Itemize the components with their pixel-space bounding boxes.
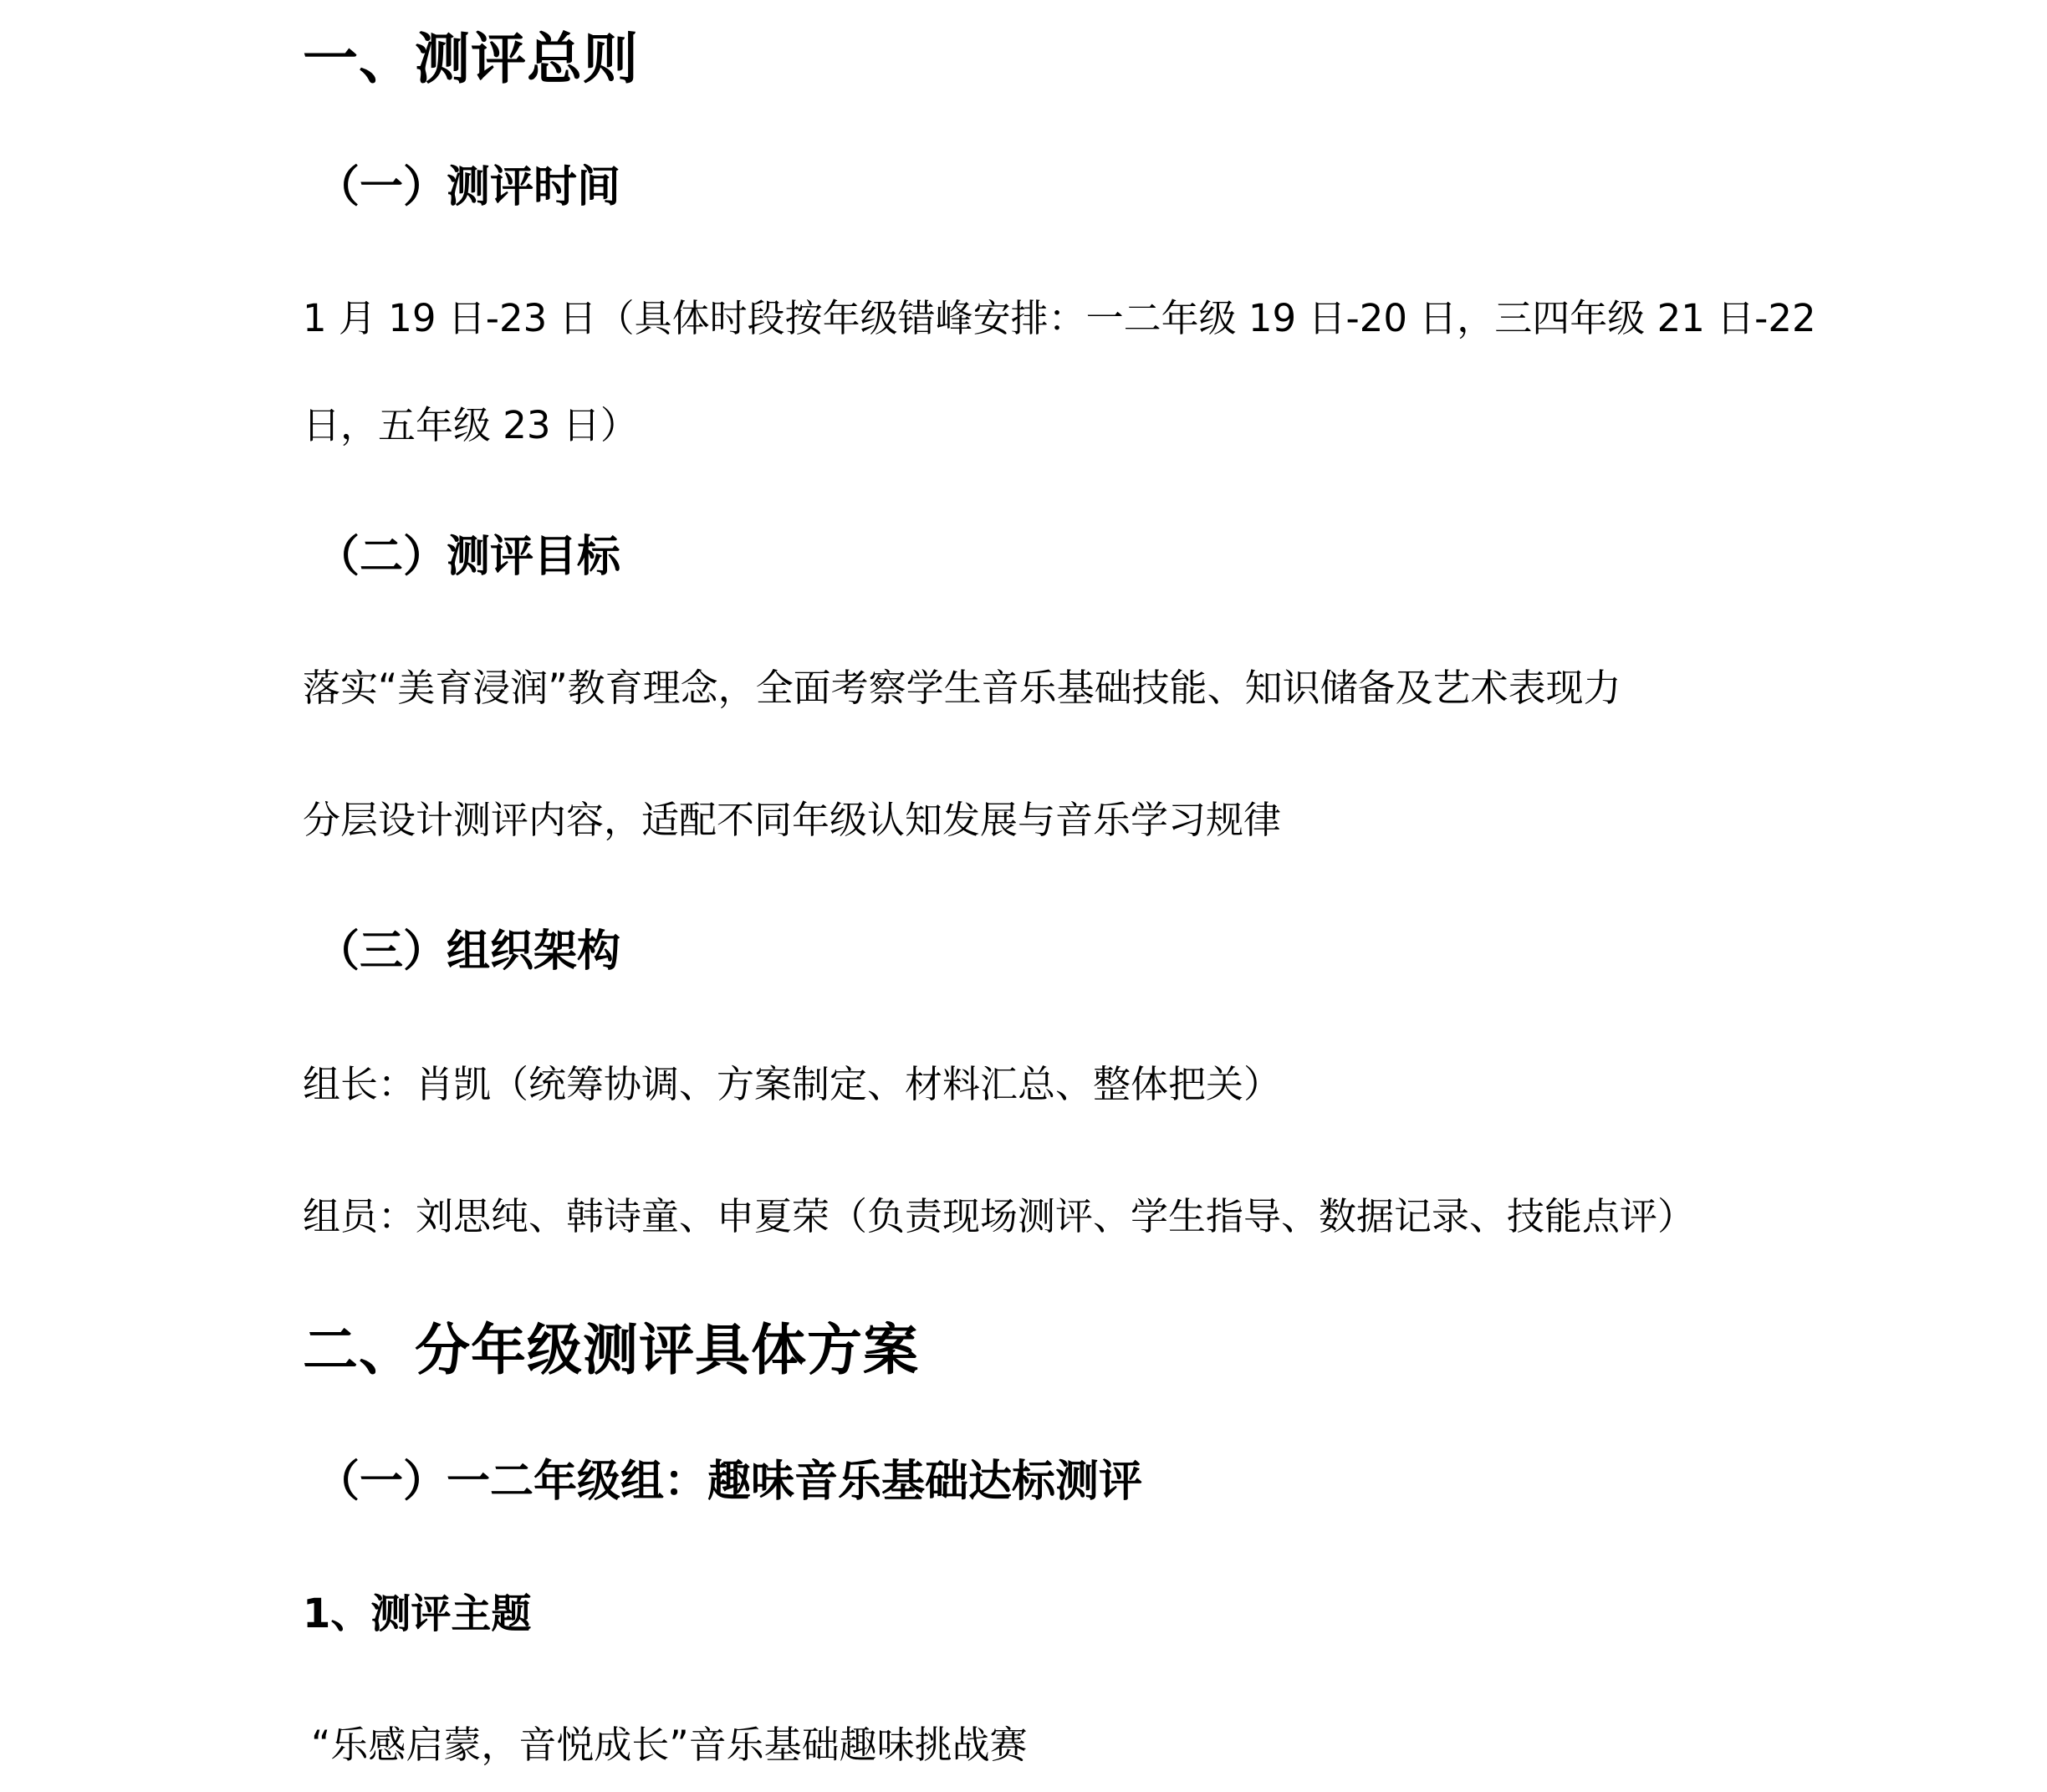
subsection-heading-organization: （三）组织架构 (316, 927, 621, 977)
paragraph-leader: 组长：肖凯（统筹协调、方案制定、材料汇总、整体把关） (303, 1062, 1282, 1106)
paragraph-goal-line-1: 落实“美育浸润”教育理念，全面考察学生音乐基础技能、知识储备及艺术表现力 (303, 666, 1621, 710)
paragraph-members: 组员：刘思纯、韩诗童、申夏荣（负责现场测评、学生指导、数据记录、技能点评） (303, 1194, 1696, 1238)
paragraph-time-line-1: 1 月 19 日-23 日（具体时段按年级错峰安排：一二年级 19 日-20 日，三四年级 21 日-22 (303, 296, 1816, 340)
subsection-heading-goal: （二）测评目标 (316, 532, 621, 582)
paragraph-goal-line-2: 分层设计测评内容，适配不同年级认知发展与音乐学习规律 (303, 798, 1282, 842)
section-heading-2: 二、分年级测评具体方案 (303, 1318, 919, 1382)
paragraph-time-line-2: 日，五年级 23 日） (303, 403, 638, 447)
section-heading-1: 一、测评总则 (303, 27, 639, 91)
subsection-heading-grade-1-2: （一）一二年级组：趣味音乐基础达标测评 (316, 1457, 1143, 1507)
paragraph-theme: “乐感启蒙，音悦成长”音乐基础趣味挑战赛 (311, 1723, 1028, 1767)
subsection-heading-time: （一）测评时间 (316, 162, 621, 212)
item-heading-theme: 1、测评主题 (303, 1590, 532, 1637)
